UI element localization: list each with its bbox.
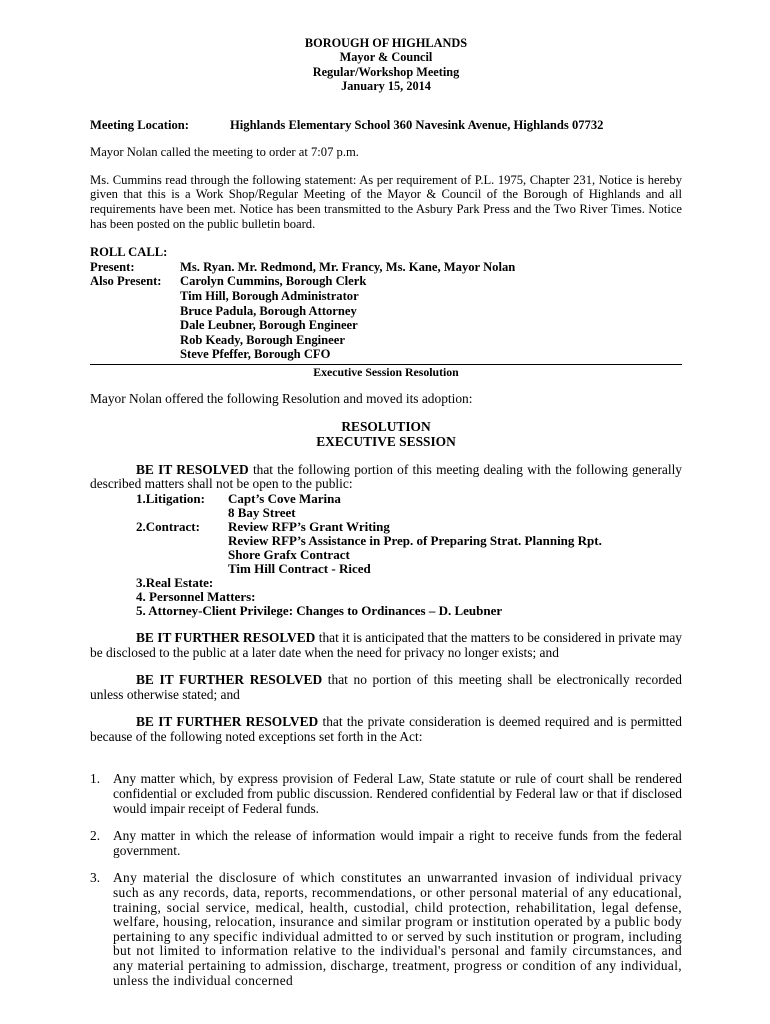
- also-present-item: Tim Hill, Borough Administrator: [180, 288, 359, 303]
- document-page: [90, 36, 682, 988]
- also-present-item: Steve Pfeffer, Borough CFO: [180, 347, 331, 362]
- notice-statement: Ms. Cummins read through the following statement: As per requirement of P.L. 1975, Chapter 231, Notice is hereby given that this is a Work Shop/Regular Meeting of the Mayor & Council of the Borough of Highlands and all requirements have been met. Notice has been transmitted to the Asbury Park Press and the Two River Times. Notice has been posted on the public bulletin board.: [90, 172, 682, 231]
- resolution-paragraph-3: BE IT FURTHER RESOLVED that no portion of this meeting shall be electronically recorded unless otherwise stated; and: [90, 672, 682, 702]
- matter-row: Tim Hill Contract - Riced: [228, 560, 371, 576]
- resolution-heading: RESOLUTION: [341, 418, 431, 434]
- location-label: Meeting Location:: [90, 117, 189, 132]
- matter-row: 1.Litigation: Capt’s Cove Marina: [136, 490, 341, 506]
- matter-row: Shore Grafx Contract: [228, 546, 350, 562]
- meeting-location: [90, 118, 682, 133]
- present-label: Present:: [90, 259, 135, 274]
- section-title: Executive Session Resolution: [313, 364, 459, 379]
- present-row: [90, 260, 682, 275]
- governing-body: Mayor & Council: [339, 50, 433, 65]
- resolution-subheading: EXECUTIVE SESSION: [316, 434, 456, 450]
- matters-list: [136, 492, 682, 618]
- be-it-further-resolved: BE IT FURTHER RESOLVED: [136, 714, 319, 730]
- meeting-type: Regular/Workshop Meeting: [312, 64, 460, 79]
- also-present-item: Carolyn Cummins, Borough Clerk: [180, 274, 367, 289]
- roll-call-heading: ROLL CALL:: [90, 245, 168, 260]
- also-present-list: [180, 274, 682, 362]
- resolution-paragraph-1: [90, 463, 682, 492]
- also-present-row: [90, 274, 682, 362]
- org-name: BOROUGH OF HIGHLANDS: [304, 36, 468, 50]
- also-present-item: Bruce Padula, Borough Attorney: [180, 303, 357, 318]
- meeting-date: January 15, 2014: [341, 79, 431, 94]
- roll-call: [90, 245, 682, 362]
- matter-personnel: 4. Personnel Matters:: [136, 588, 256, 604]
- resolution-title: [90, 419, 682, 450]
- matter-row: 2.Contract: Review RFP’s Grant Writing: [136, 518, 390, 534]
- be-it-further-resolved: BE IT FURTHER RESOLVED: [136, 672, 323, 688]
- also-present-item: Dale Leubner, Borough Engineer: [180, 318, 358, 333]
- also-present-label: Also Present:: [90, 274, 162, 289]
- exception-item: 2. Any matter in which the release of information would impair a right to receive funds from the federal government.: [90, 828, 682, 858]
- also-present-item: Rob Keady, Borough Engineer: [180, 332, 345, 347]
- motion-statement: Mayor Nolan offered the following Resolution and moved its adoption:: [90, 390, 473, 406]
- location-value: Highlands Elementary School 360 Navesink Avenue, Highlands 07732: [230, 117, 604, 132]
- resolution-paragraph-2: BE IT FURTHER RESOLVED that it is anticipated that the matters to be considered in private may be disclosed to the public at a later date when the need for privacy no longer exists; and: [90, 629, 682, 660]
- be-it-resolved: BE IT RESOLVED: [136, 461, 249, 477]
- matter-attorney-client: 5. Attorney-Client Privilege: Changes to Ordinances – D. Leubner: [136, 602, 503, 618]
- matter-real-estate: 3.Real Estate:: [136, 574, 214, 590]
- resolution-paragraph-4: BE IT FURTHER RESOLVED that the private consideration is deemed required and is permitted because of the following noted exceptions set forth in the Act:: [90, 714, 682, 744]
- document-header: [90, 36, 682, 94]
- exception-item: 1. Any matter which, by express provision of Federal Law, State statute or rule of court shall be rendered confidential or excluded from public discussion. Rendered confidential by Federal law or that if disclosed would impair receipt of Federal funds.: [90, 771, 682, 816]
- call-to-order: Mayor Nolan called the meeting to order at 7:07 p.m.: [90, 145, 359, 160]
- matter-row: Review RFP’s Assistance in Prep. of Preparing Strat. Planning Rpt.: [228, 532, 602, 548]
- be-it-further-resolved: BE IT FURTHER RESOLVED: [136, 629, 316, 645]
- resolution-text-1: that the following portion of this meeting dealing with the following generally described matters shall not be open to the public:: [90, 461, 682, 492]
- present-members: Ms. Ryan. Mr. Redmond, Mr. Francy, Ms. Kane, Mayor Nolan: [180, 259, 516, 274]
- exceptions-list: [90, 772, 682, 988]
- exception-item: 3. Any material the disclosure of which constitutes an unwarranted invasion of individual privacy such as any records, data, reports, recommendations, or other personal material of any educational, training, social service, medical, health, custodial, child protection, rehabilitation, legal defense, welfare, housing, relocation, insurance and similar program or institution operated by a public body pertaining to any specific individual admitted to or served by such institution or program, including but not limited to information relative to the individual's personal and family circumstances, and any material pertaining to admission, discharge, treatment, progress or condition of any individual, unless the individual concerned: [90, 870, 682, 988]
- matter-row: 8 Bay Street: [228, 504, 296, 520]
